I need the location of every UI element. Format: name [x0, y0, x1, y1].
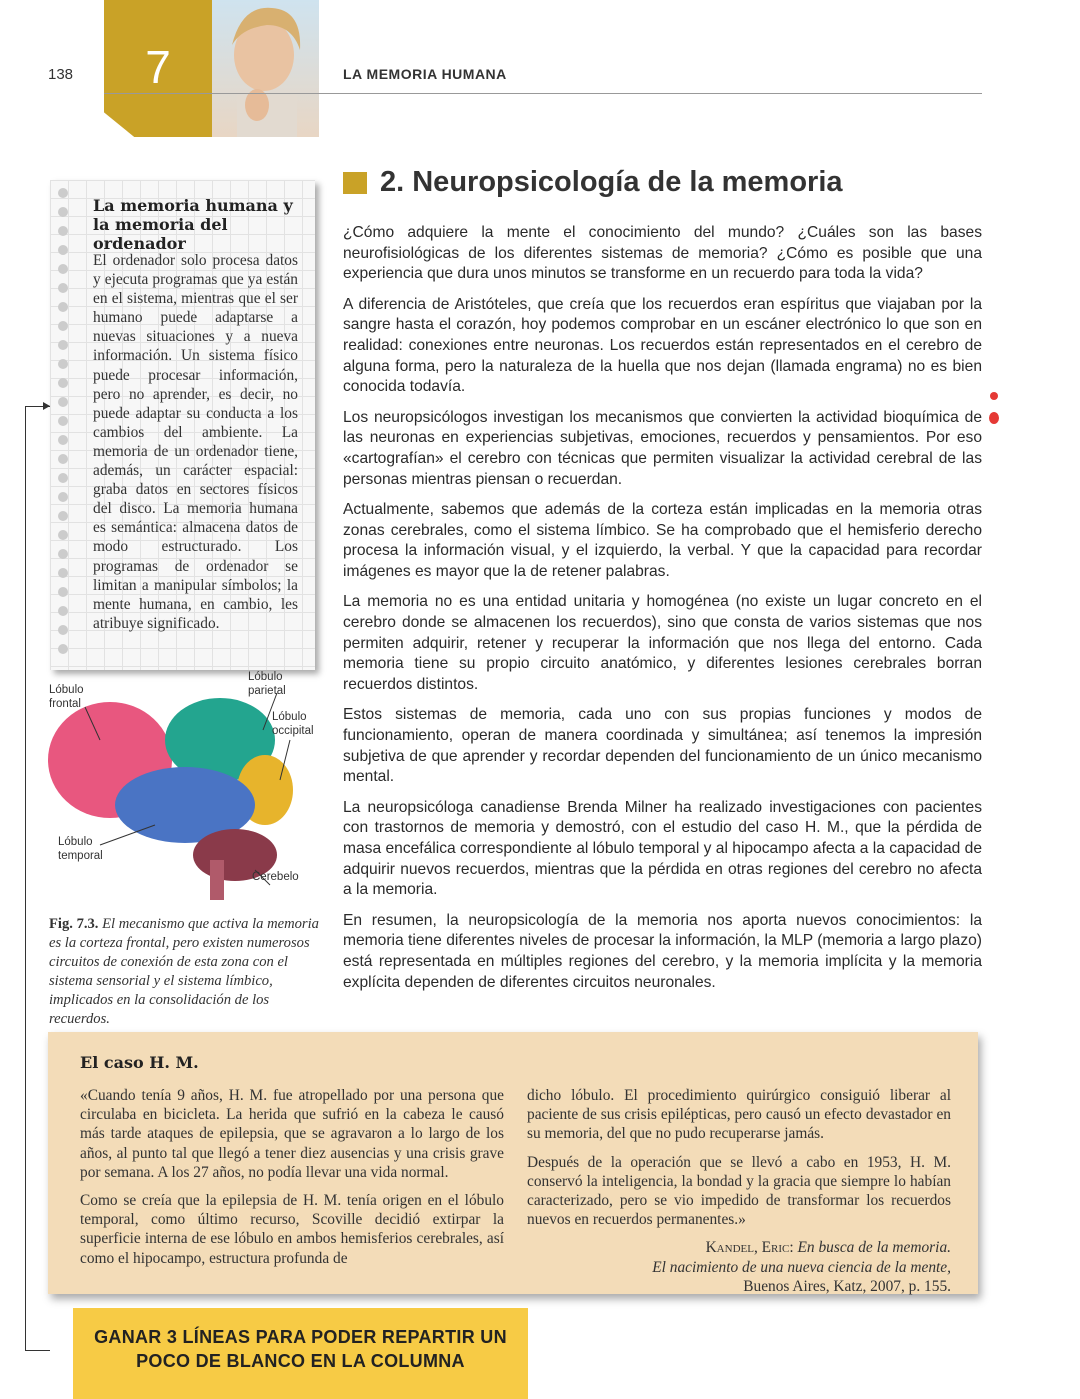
case-title: El caso H. M.	[80, 1053, 199, 1072]
paragraph: A diferencia de Aristóteles, que creía que los recuerdos eran espíritus que viajaban por la sangre hasta el corazón, hoy podemos comprobar en un escáner electrónico lo que son en realidad: conexiones entre neuronas. Los recuerdos están representados en el cerebro de alguna forma, pero la naturaleza de la huella que nos dejan (llamada engrama) no es bien conocida todavía.	[343, 295, 982, 396]
section-marker	[343, 172, 367, 194]
chapter-photo	[212, 0, 319, 137]
citation-title: En busca de la memoria.	[797, 1239, 951, 1257]
header-rule	[104, 93, 982, 94]
label-parietal: Lóbulo parietal	[248, 671, 286, 697]
note-body: El ordenador solo procesa datos y ejecuta programas que ya están en el sistema, mientras que el ser humano puede adaptarse a nuevas situaciones y a nueva información. Un sistema físico puede procesar información, pero no aprender, es decir, no puede adaptar su conducta a los cambios del ambiente. La memoria de un ordenador tiene, además, un carácter espacial: graba datos en sectores físicos del disco. La memoria humana es semántica: almacena datos de modo estructurado. Los programas de ordenador se limitan a manipular símbolos; la mente humana, en cambio, les atribuye significado.	[93, 252, 298, 632]
paragraph: La neuropsicóloga canadiense Brenda Milner ha realizado investigaciones con pacientes con trastornos de memoria y demostró, con el estudio del caso H. M., que la pérdida de masa encefálica correspondiente al lóbulo temporal y al hipocampo afecta a la capacidad de adquirir nuevos recuerdos, mientras que la pérdida en otras regiones del cerebro no afecta a la memoria.	[343, 798, 982, 899]
paragraph: Actualmente, sabemos que además de la corteza están implicadas en la memoria otras zonas cerebrales, como el sistema límbico. Se ha comprobado que el hemisferio derecho procesa la información visual, y el izquierdo, la verbal. Y que la capacidad para recordar imágenes es mayor que la de retener palabras.	[343, 500, 982, 581]
label-temporal: Lóbulo temporal	[58, 836, 103, 862]
main-text	[343, 223, 982, 1003]
case-right-column	[527, 1086, 951, 1296]
case-left-column	[80, 1086, 504, 1277]
citation	[527, 1238, 951, 1296]
case-paragraph: Como se creía que la epilepsia de H. M. tenía origen en el lóbulo temporal, como último recurso, Scoville decidió extirpar la superficie interna de ese lóbulo en ambos hemisferios cerebrales, así como el hipocampo, estructura profunda de	[80, 1192, 504, 1267]
case-paragraph: dicho lóbulo. El procedimiento quirúrgico consiguió liberar al paciente de sus crisis epilépticas, pero causó un efecto devastador en su memoria, del que no pudo recuperarse jamás.	[527, 1087, 951, 1143]
section-title: 2. Neuropsicología de la memoria	[380, 166, 843, 198]
case-paragraph: Después de la operación que se llevó a cabo en 1953, H. M. conservó la inteligencia, la bondad y la gracia que siempre lo habían caracterizado, pero se vio impedido de transformar los recuerdos nuevos en recuerdos permanentes.»	[527, 1153, 951, 1229]
paragraph: Estos sistemas de memoria, cada uno con sus propias funciones y modos de funcionamiento, operan de manera coordinada y simultánea; así tenemos la impresión subjetiva de que aprender y recordar dependen del funcionamiento de un único mecanismo mental.	[343, 706, 982, 786]
note-title: La memoria humana y la memoria del ordenador	[93, 196, 293, 253]
editor-bracket-line	[25, 406, 50, 1351]
label-occipital: Lóbulo occipital	[272, 711, 314, 737]
annotation-mark	[990, 392, 998, 400]
brainstem	[210, 860, 224, 900]
arrow-icon	[43, 402, 50, 410]
editor-note-text: GANAR 3 LÍNEAS PARA PODER REPARTIR UN POCO DE BLANCO EN LA COLUMNA	[94, 1327, 507, 1371]
annotation-mark	[989, 412, 999, 424]
caption-label: Fig. 7.3.	[49, 916, 99, 932]
paragraph: La memoria no es una entidad unitaria y homogénea (no existe un lugar concreto en el cerebro donde se almacenen los recuerdos), sino que consta de varios sistemas que nos permiten adquirir, retener y recuperar la información que nos llega del entorno. Cada memoria tiene su propio circuito anatómico, y diferentes lesiones cerebrales borran recuerdos distintos.	[343, 593, 982, 694]
paragraph: ¿Cómo adquiere la mente el conocimiento del mundo? ¿Cuáles son las bases neurofisiológicas de los diferentes sistemas de memoria? ¿Cómo es posible que una experiencia que dura unos minutos se transforme en un recuerdo para toda la vida?	[343, 224, 982, 283]
label-cerebelo: Cerebelo	[252, 871, 299, 883]
paragraph: Los neuropsicólogos investigan los mecanismos que convierten la actividad bioquímica de las neuronas en experiencias subjetivas, emociones, recuerdos y pensamientos. Por eso «cartografían» el cerebro con técnicas que permiten visualizar la actividad cerebral de las personas mientras piensan o recuerdan.	[343, 408, 982, 488]
page-number: 138	[48, 66, 74, 83]
citation-author: Kandel, Eric:	[705, 1239, 794, 1257]
citation-subtitle: El nacimiento de una nueva ciencia de la mente,	[652, 1258, 951, 1276]
running-head: LA MEMORIA HUMANA	[343, 66, 507, 82]
label-frontal: Lóbulo frontal	[49, 684, 84, 710]
chapter-number: 7	[145, 41, 171, 93]
boy-photo-icon	[212, 0, 319, 137]
figure-caption	[49, 915, 329, 1029]
citation-publisher: Buenos Aires, Katz, 2007, p. 155.	[743, 1277, 951, 1295]
paragraph: En resumen, la neuropsicología de la memoria nos aporta nuevos conocimientos: la memoria tiene diferentes niveles de procesar la información, la MLP (memoria a largo plazo) está representada en múltiples regiones del cerebro, y la memoria implícita y la memoria explícita dependen de diferentes circuitos neuronales.	[343, 911, 982, 991]
caption-text: El mecanismo que activa la memoria es la corteza frontal, pero existen numerosos circuitos de conexión de esta zona con el sistema sensorial y el sistema límbico, implicados en la consolidación de los recuerdos.	[49, 916, 319, 1027]
case-paragraph: «Cuando tenía 9 años, H. M. fue atropellado por una persona que circulaba en bicicleta. La herida que sufrió en la cabeza le causó más tarde ataques de epilepsia, que se agravaron a lo largo de los años, al punto tal que llegó a tener diez ausencias y una crisis grave por semana. A los 27 años, no podía llevar una vida normal.	[80, 1087, 504, 1181]
